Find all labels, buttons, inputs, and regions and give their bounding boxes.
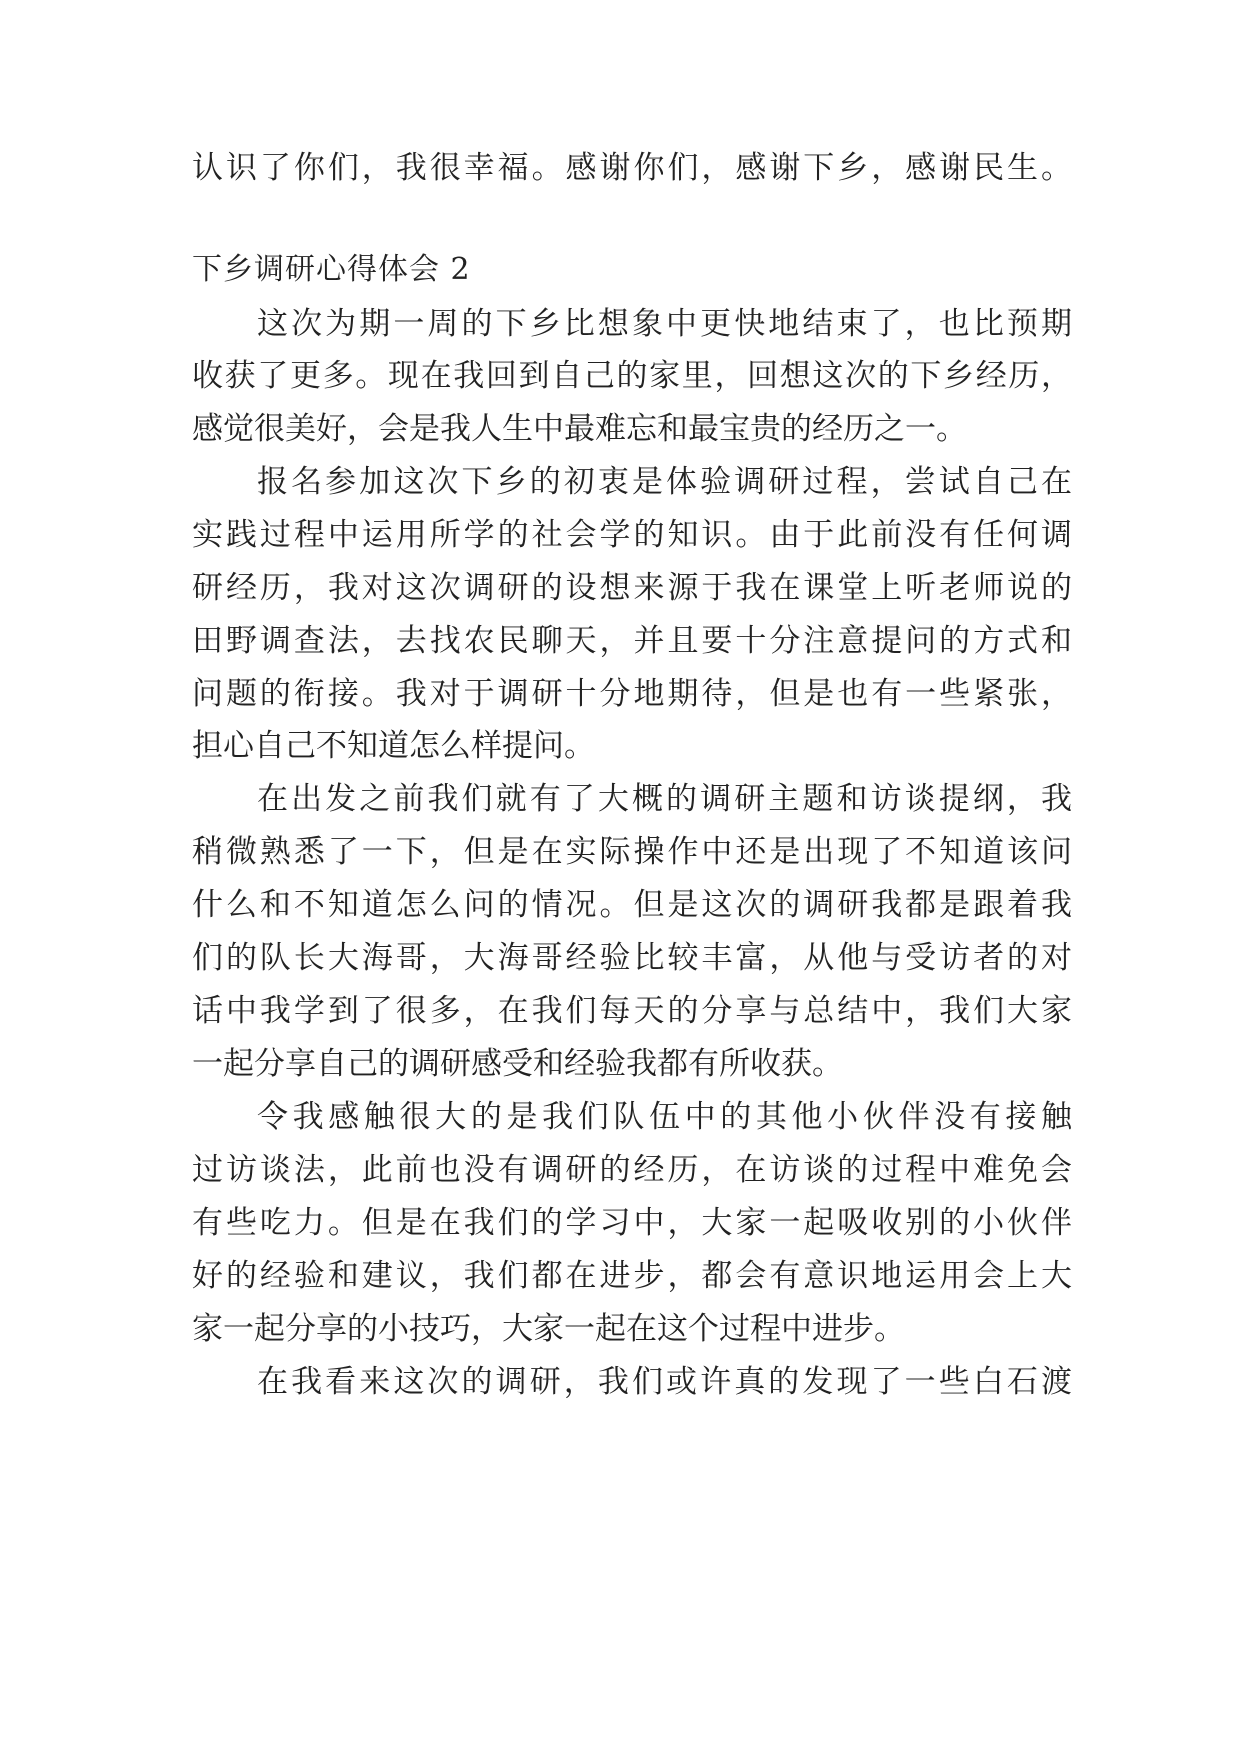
text-line: 过访谈法，此前也没有调研的经历，在访谈的过程中难免会 (192, 1152, 1072, 1188)
text-line: 报名参加这次下乡的初衷是体验调研过程，尝试自己在 (257, 464, 1072, 500)
text-line: 一起分享自己的调研感受和经验我都有所收获。 (192, 1046, 843, 1082)
text-line: 田野调查法，去找农民聊天，并且要十分注意提问的方式和 (192, 623, 1072, 659)
text-line: 实践过程中运用所学的社会学的知识。由于此前没有任何调 (192, 517, 1072, 553)
text-line: 们的队长大海哥，大海哥经验比较丰富，从他与受访者的对 (192, 940, 1072, 976)
text-line: 稍微熟悉了一下，但是在实际操作中还是出现了不知道该问 (192, 834, 1072, 870)
text-line: 在出发之前我们就有了大概的调研主题和访谈提纲，我 (257, 781, 1072, 817)
text-line: 家一起分享的小技巧，大家一起在这个过程中进步。 (192, 1311, 905, 1347)
text-line: 在我看来这次的调研，我们或许真的发现了一些白石渡 (257, 1364, 1072, 1400)
text-line: 这次为期一周的下乡比想象中更快地结束了，也比预期 (257, 306, 1072, 342)
text-line: 有些吃力。但是在我们的学习中，大家一起吸收别的小伙伴 (192, 1205, 1072, 1241)
text-line: 收获了更多。现在我回到自己的家里，回想这次的下乡经历， (192, 358, 1072, 394)
text-line: 感觉很美好，会是我人生中最难忘和最宝贵的经历之一。 (192, 411, 967, 447)
text-line: 令我感触很大的是我们队伍中的其他小伙伴没有接触 (257, 1099, 1072, 1135)
section-title: 下乡调研心得体会 2 (192, 252, 471, 287)
text-line: 研经历，我对这次调研的设想来源于我在课堂上听老师说的 (192, 570, 1072, 606)
text-line: 什么和不知道怎么问的情况。但是这次的调研我都是跟着我 (192, 887, 1072, 923)
text-line: 认识了你们，我很幸福。感谢你们，感谢下乡，感谢民生。 (192, 150, 1072, 186)
text-line: 话中我学到了很多，在我们每天的分享与总结中，我们大家 (192, 993, 1072, 1029)
text-line: 担心自己不知道怎么样提问。 (192, 728, 595, 764)
text-line: 问题的衔接。我对于调研十分地期待，但是也有一些紧张， (192, 676, 1072, 712)
text-line: 好的经验和建议，我们都在进步，都会有意识地运用会上大 (192, 1258, 1072, 1294)
